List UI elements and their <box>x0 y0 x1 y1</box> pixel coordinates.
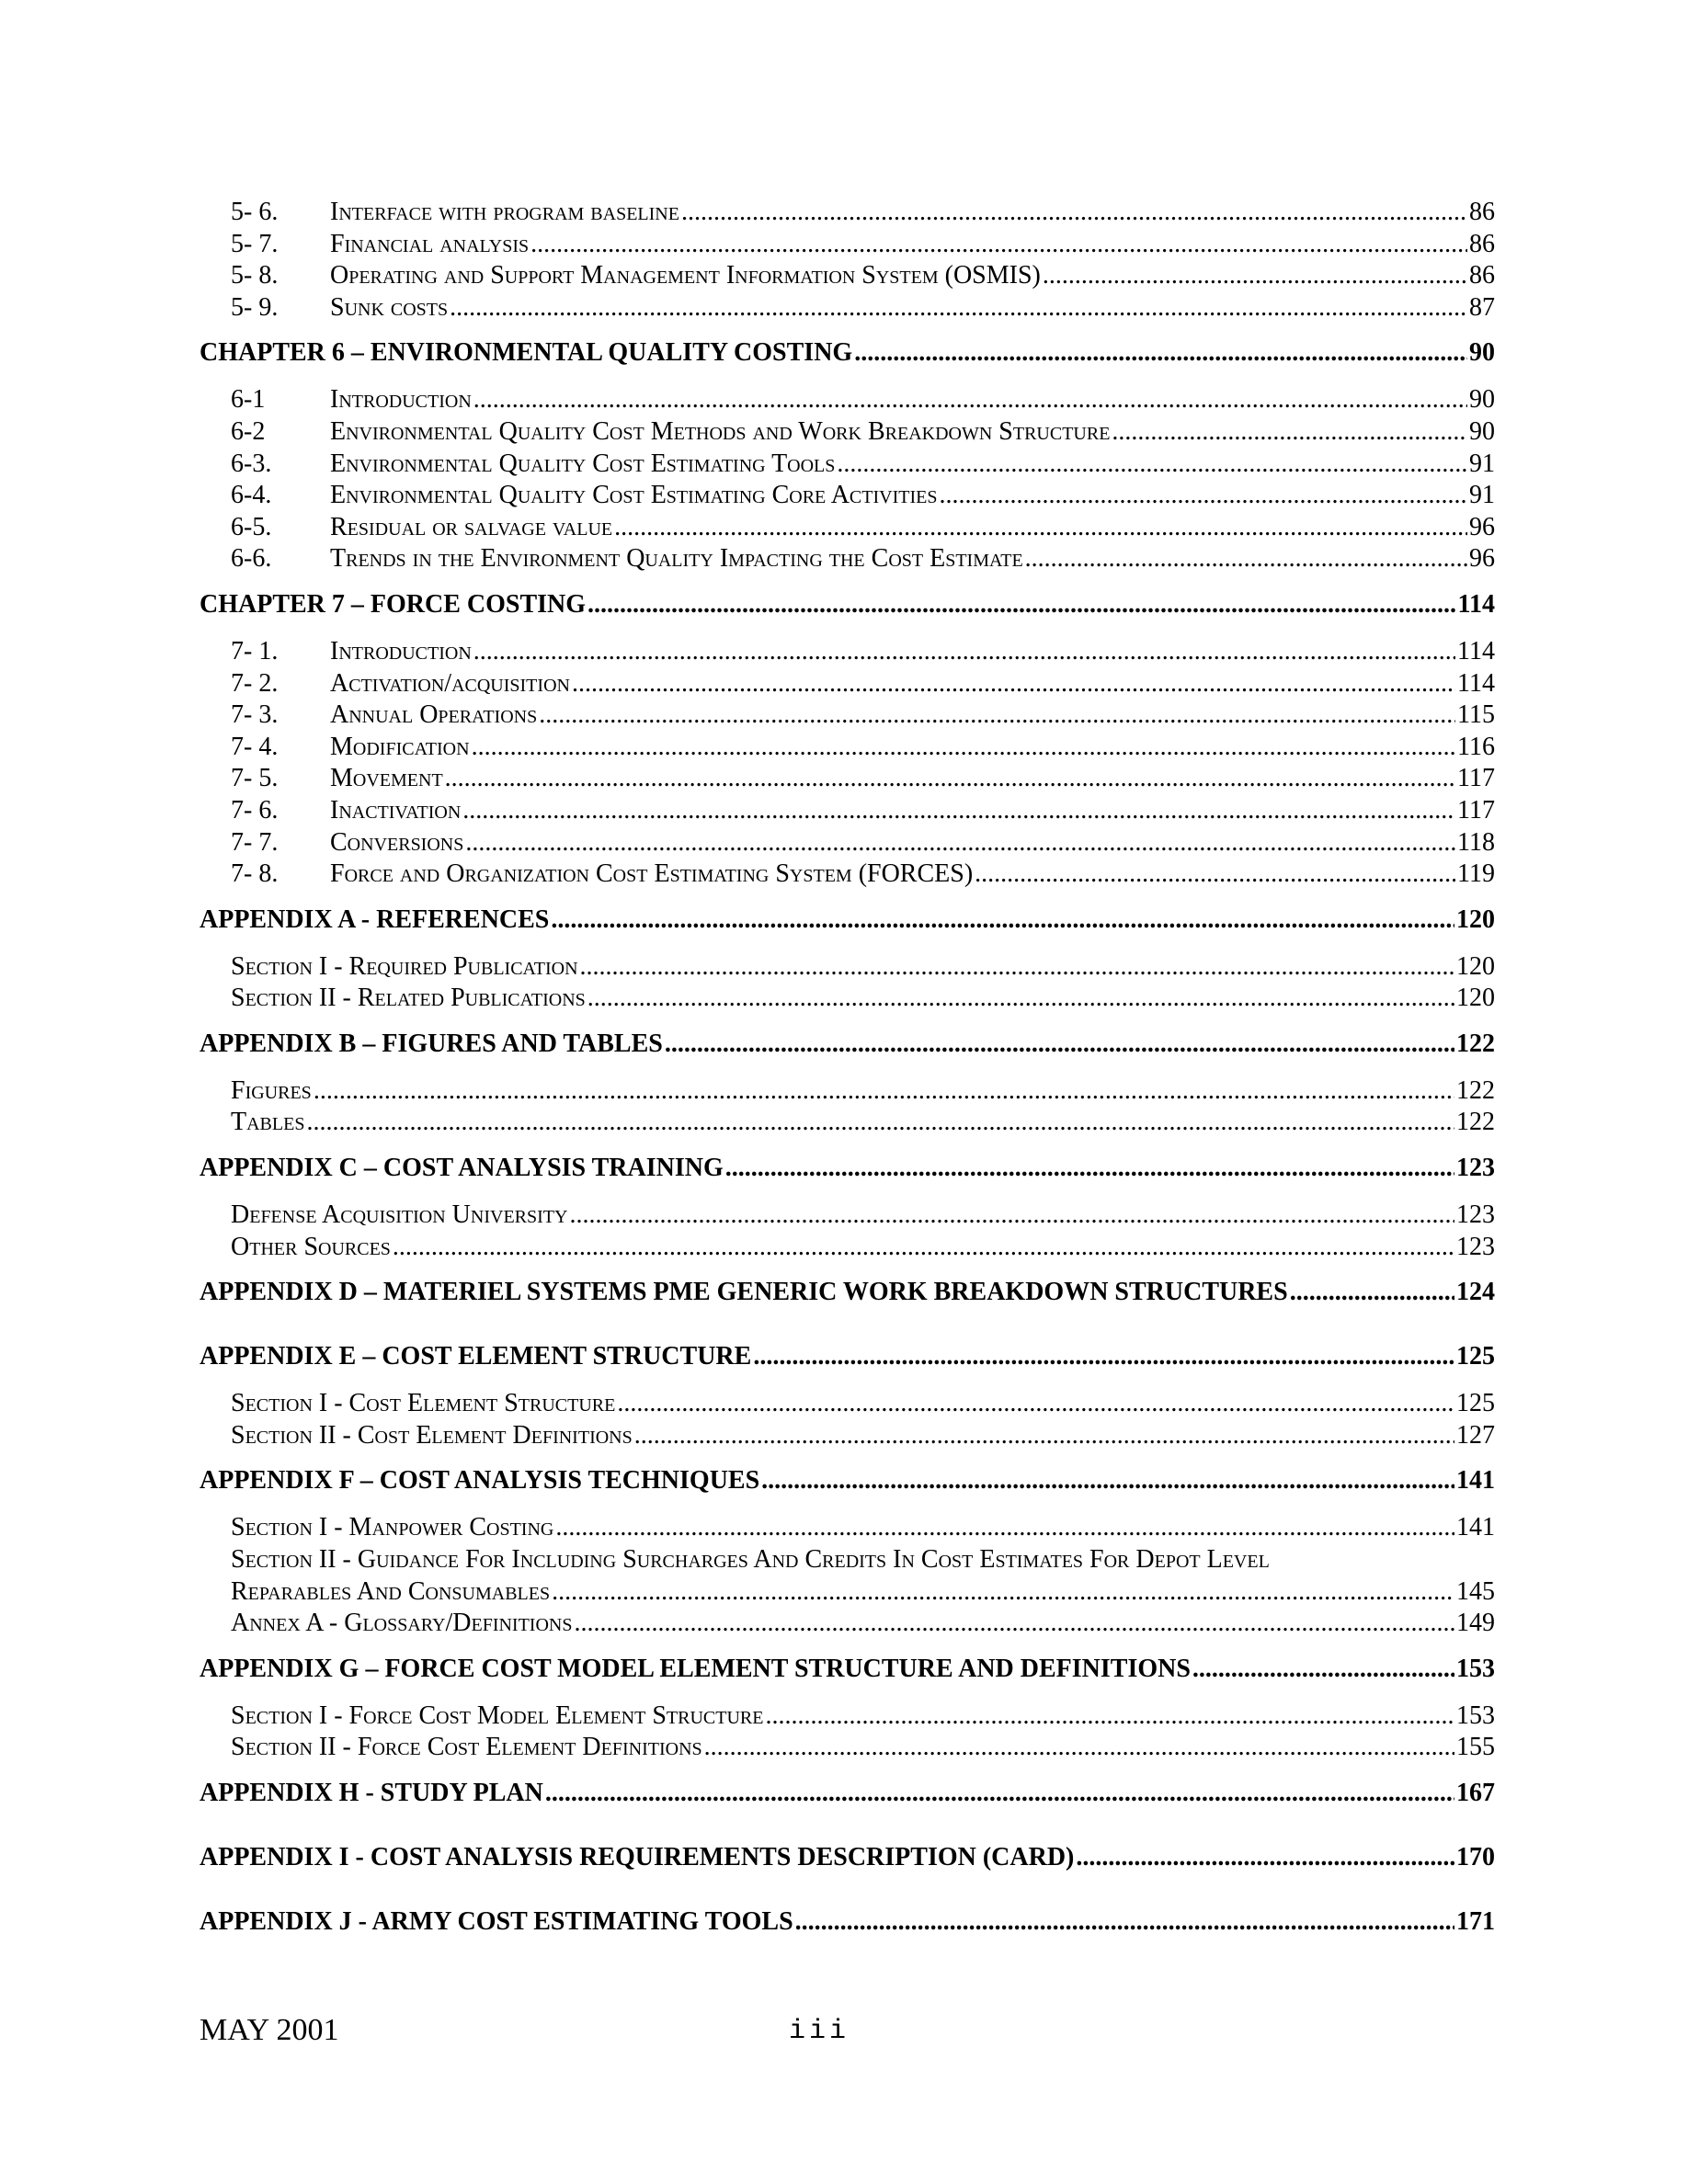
toc-entry-title: Figures <box>231 1075 312 1105</box>
dot-leader <box>572 668 1455 700</box>
toc-entry-appendix-a-section-2[interactable] <box>200 983 1495 1015</box>
toc-entry-number: 7- 4. <box>231 732 279 761</box>
toc-entry-number: 7- 1. <box>231 636 279 665</box>
toc-entry-number: 5- 7. <box>231 229 279 258</box>
footer-page-number: iii <box>789 2016 850 2047</box>
toc-appendix-page: 170 <box>1456 1843 1495 1871</box>
dot-leader <box>555 1512 1454 1544</box>
toc-entry-title: Trends in the Environment Quality Impacting the Cost Estimate <box>330 544 1023 574</box>
toc-appendix-title: APPENDIX C – COST ANALYSIS TRAINING <box>200 1154 724 1183</box>
toc-appendix-title: APPENDIX H - STUDY PLAN <box>200 1779 543 1807</box>
dot-leader <box>665 1028 1454 1061</box>
toc-entry-page: 86 <box>1469 229 1495 258</box>
toc-entry-7-2[interactable] <box>200 668 1495 700</box>
toc-appendix-title: APPENDIX D – MATERIEL SYSTEMS PME GENERIC WORK BREAKDOWN STRUCTURES <box>200 1278 1288 1307</box>
toc-appendix-title: APPENDIX B – FIGURES AND TABLES <box>200 1029 663 1058</box>
dot-leader <box>393 1232 1454 1264</box>
dot-leader <box>681 197 1467 229</box>
toc-entry-page: 115 <box>1457 700 1495 730</box>
toc-entry-page: 122 <box>1456 1108 1495 1137</box>
toc-appendix-title: APPENDIX J - ARMY COST ESTIMATING TOOLS <box>200 1907 793 1936</box>
table-of-contents <box>200 197 1495 1939</box>
toc-entry-title: Section II - Guidance For Including Surcharges And Credits In Cost Estimates For Depot Level <box>231 1545 1270 1575</box>
toc-entry-number: 7- 3. <box>231 700 279 730</box>
toc-entry-page: 149 <box>1456 1609 1495 1638</box>
toc-entry-title: Environmental Quality Cost Estimating Core Activities <box>330 481 938 510</box>
toc-entry-number: 7- 8. <box>231 859 279 889</box>
toc-entry-title: Modification <box>330 732 470 761</box>
dot-leader <box>551 904 1454 937</box>
toc-entry-page: 127 <box>1456 1420 1495 1450</box>
toc-entry-appendix-g-section-2[interactable] <box>200 1732 1495 1764</box>
footer-date: MAY 2001 <box>200 2013 339 2047</box>
toc-entry-tables[interactable] <box>200 1107 1495 1139</box>
dot-leader <box>725 1152 1454 1185</box>
toc-entry-title: Activation/acquisition <box>330 668 570 698</box>
toc-appendix-i[interactable] <box>200 1841 1495 1874</box>
toc-entry-7-6[interactable] <box>200 795 1495 827</box>
toc-entry-manpower-costing[interactable] <box>200 1512 1495 1544</box>
toc-entry-appendix-g-section-1[interactable] <box>200 1701 1495 1733</box>
toc-entry-title: Conversions <box>330 827 464 857</box>
dot-leader <box>314 1075 1454 1108</box>
dot-leader <box>462 795 1455 827</box>
toc-entry-page: 96 <box>1469 512 1495 541</box>
toc-entry-5-7[interactable] <box>200 229 1495 261</box>
toc-entry-7-4[interactable] <box>200 732 1495 764</box>
toc-appendix-b[interactable] <box>200 1028 1495 1061</box>
dot-leader <box>795 1905 1454 1939</box>
toc-entry-number: 5- 8. <box>231 261 279 290</box>
toc-entry-title: Environmental Quality Cost Methods and Work Breakdown Structure <box>330 416 1111 446</box>
toc-entry-page: 155 <box>1456 1733 1495 1762</box>
toc-entry-title: Section II - Related Publications <box>231 984 586 1013</box>
dot-leader <box>574 1608 1454 1640</box>
dot-leader <box>473 636 1455 668</box>
toc-entry-page: 87 <box>1469 292 1495 322</box>
toc-chapter-page: 90 <box>1469 338 1495 368</box>
toc-entry-page: 122 <box>1456 1075 1495 1105</box>
toc-entry-title: Residual or salvage value <box>330 512 613 541</box>
toc-entry-5-9[interactable] <box>200 292 1495 324</box>
dot-leader <box>1112 416 1467 449</box>
toc-appendix-page: 141 <box>1456 1466 1495 1496</box>
toc-appendix-h[interactable] <box>200 1777 1495 1810</box>
toc-appendix-e[interactable] <box>200 1340 1495 1373</box>
toc-appendix-title: APPENDIX A - REFERENCES <box>200 904 550 934</box>
dot-leader <box>472 732 1455 764</box>
toc-entry-page: 116 <box>1457 732 1495 761</box>
toc-appendix-title: APPENDIX E – COST ELEMENT STRUCTURE <box>200 1342 752 1371</box>
toc-entry-title: Financial analysis <box>330 229 530 258</box>
toc-entry-surcharges-line-1[interactable] <box>200 1544 1495 1576</box>
toc-entry-page: 91 <box>1469 449 1495 478</box>
toc-entry-title: Section I - Required Publication <box>231 951 578 981</box>
toc-entry-page: 86 <box>1469 198 1495 226</box>
toc-entry-number: 6-6. <box>231 544 272 574</box>
toc-appendix-g[interactable] <box>200 1653 1495 1686</box>
toc-entry-title: Sunk costs <box>330 292 449 322</box>
dot-leader <box>569 1200 1454 1232</box>
toc-entry-title: Environmental Quality Cost Estimating Tools <box>330 449 836 478</box>
dot-leader <box>530 229 1467 261</box>
toc-appendix-page: 120 <box>1456 904 1495 934</box>
toc-entry-title: Interface with program baseline <box>330 198 679 226</box>
toc-entry-appendix-e-section-2[interactable] <box>200 1420 1495 1452</box>
toc-entry-number: 5- 9. <box>231 292 279 322</box>
toc-entry-title: Force and Organization Cost Estimating System (FORCES) <box>330 859 974 889</box>
toc-entry-page: 90 <box>1469 416 1495 446</box>
toc-entry-number: 6-5. <box>231 512 272 541</box>
toc-entry-surcharges-line-2[interactable] <box>200 1576 1495 1609</box>
toc-entry-title: Section I - Cost Element Structure <box>231 1389 616 1418</box>
toc-entry-appendix-e-section-1[interactable] <box>200 1388 1495 1420</box>
toc-entry-title: Section II - Force Cost Element Definitions <box>231 1733 702 1762</box>
dot-leader <box>761 1464 1454 1497</box>
toc-entry-7-3[interactable] <box>200 700 1495 732</box>
toc-entry-glossary[interactable] <box>200 1608 1495 1640</box>
toc-entry-title: Section I - Manpower Costing <box>231 1513 554 1542</box>
toc-appendix-a[interactable] <box>200 904 1495 937</box>
toc-appendix-f[interactable] <box>200 1464 1495 1497</box>
toc-entry-6-5[interactable] <box>200 512 1495 544</box>
toc-entry-page: 119 <box>1457 859 1495 889</box>
dot-leader <box>634 1420 1454 1452</box>
dot-leader <box>473 384 1467 416</box>
dot-leader <box>587 983 1454 1015</box>
toc-entry-page: 123 <box>1456 1200 1495 1230</box>
toc-entry-page: 118 <box>1457 827 1495 857</box>
toc-entry-page: 120 <box>1456 951 1495 981</box>
dot-leader <box>587 588 1455 621</box>
toc-entry-7-5[interactable] <box>200 763 1495 795</box>
toc-entry-title: Annual Operations <box>330 700 538 730</box>
toc-entry-title: Other Sources <box>231 1232 391 1261</box>
toc-chapter-title: CHAPTER 6 – ENVIRONMENTAL QUALITY COSTING <box>200 338 853 368</box>
toc-entry-number: 6-4. <box>231 481 272 510</box>
dot-leader <box>1076 1841 1454 1874</box>
toc-entry-defense-acquisition-university[interactable] <box>200 1200 1495 1232</box>
toc-chapter-page: 114 <box>1457 589 1495 619</box>
toc-entry-number: 7- 5. <box>231 764 279 793</box>
dot-leader <box>614 512 1467 544</box>
toc-entry-title: Section II - Cost Element Definitions <box>231 1420 633 1450</box>
toc-entry-number: 5- 6. <box>231 198 279 226</box>
toc-entry-6-2[interactable] <box>200 416 1495 449</box>
toc-entry-6-4[interactable] <box>200 480 1495 512</box>
dot-leader <box>545 1777 1454 1810</box>
dot-leader <box>753 1340 1454 1373</box>
toc-entry-number: 7- 6. <box>231 795 279 825</box>
dot-leader <box>1043 260 1467 292</box>
toc-entry-appendix-a-section-1[interactable] <box>200 951 1495 984</box>
toc-appendix-j[interactable] <box>200 1905 1495 1939</box>
toc-entry-number: 7- 7. <box>231 827 279 857</box>
dot-leader <box>1025 543 1467 575</box>
toc-entry-title: Introduction <box>330 636 472 665</box>
dot-leader <box>617 1388 1454 1420</box>
toc-entry-5-6[interactable] <box>200 197 1495 229</box>
toc-entry-page: 86 <box>1469 261 1495 290</box>
toc-entry-title: Annex A - Glossary/Definitions <box>231 1609 573 1638</box>
toc-appendix-c[interactable] <box>200 1152 1495 1185</box>
toc-entry-title: Operating and Support Management Information System (OSMIS) <box>330 261 1041 290</box>
toc-entry-7-8[interactable] <box>200 859 1495 891</box>
dot-leader <box>552 1576 1454 1609</box>
toc-appendix-title: APPENDIX G – FORCE COST MODEL ELEMENT STRUCTURE AND DEFINITIONS <box>200 1654 1191 1683</box>
toc-appendix-page: 123 <box>1456 1154 1495 1183</box>
dot-leader <box>450 292 1467 324</box>
toc-entry-number: 6-1 <box>231 385 266 415</box>
dot-leader <box>854 336 1467 370</box>
dot-leader <box>765 1701 1454 1733</box>
toc-entry-page: 153 <box>1456 1701 1495 1730</box>
toc-entry-other-sources[interactable] <box>200 1232 1495 1264</box>
toc-entry-5-8[interactable] <box>200 260 1495 292</box>
toc-entry-7-1[interactable] <box>200 636 1495 668</box>
toc-entry-title: Introduction <box>330 385 472 415</box>
toc-appendix-page: 153 <box>1456 1654 1495 1683</box>
dot-leader <box>975 859 1455 891</box>
toc-entry-title: Tables <box>231 1108 305 1137</box>
toc-entry-page: 114 <box>1457 636 1495 665</box>
toc-entry-page: 91 <box>1469 481 1495 510</box>
toc-chapter-6[interactable] <box>200 336 1495 370</box>
toc-entry-page: 90 <box>1469 385 1495 415</box>
toc-entry-page: 120 <box>1456 984 1495 1013</box>
dot-leader <box>939 480 1467 512</box>
toc-entry-page: 117 <box>1457 795 1495 825</box>
toc-appendix-title: APPENDIX I - COST ANALYSIS REQUIREMENTS DESCRIPTION (CARD) <box>200 1843 1075 1871</box>
toc-entry-figures[interactable] <box>200 1075 1495 1108</box>
toc-entry-title: Reparables And Consumables <box>231 1576 551 1606</box>
toc-entry-page: 96 <box>1469 544 1495 574</box>
dot-leader <box>704 1732 1454 1764</box>
toc-entry-number: 6-3. <box>231 449 272 478</box>
toc-chapter-7[interactable] <box>200 588 1495 621</box>
toc-entry-6-1[interactable] <box>200 384 1495 416</box>
toc-appendix-page: 167 <box>1456 1779 1495 1807</box>
toc-appendix-title: APPENDIX F – COST ANALYSIS TECHNIQUES <box>200 1466 760 1496</box>
toc-entry-page: 114 <box>1457 668 1495 698</box>
dot-leader <box>580 951 1454 984</box>
toc-entry-page: 117 <box>1457 764 1495 793</box>
dot-leader <box>465 827 1455 859</box>
toc-entry-6-6[interactable] <box>200 543 1495 575</box>
dot-leader <box>1192 1653 1454 1686</box>
toc-entry-7-7[interactable] <box>200 827 1495 859</box>
toc-entry-page: 125 <box>1456 1389 1495 1418</box>
dot-leader <box>539 700 1455 732</box>
toc-appendix-page: 125 <box>1456 1342 1495 1371</box>
toc-entry-6-3[interactable] <box>200 449 1495 481</box>
toc-entry-page: 141 <box>1456 1513 1495 1542</box>
dot-leader <box>1290 1276 1454 1309</box>
toc-appendix-page: 122 <box>1456 1029 1495 1058</box>
dot-leader <box>306 1107 1454 1139</box>
toc-entry-title: Movement <box>330 764 443 793</box>
toc-entry-title: Inactivation <box>330 795 462 825</box>
toc-entry-page: 123 <box>1456 1232 1495 1261</box>
toc-entry-number: 6-2 <box>231 416 266 446</box>
toc-entry-number: 7- 2. <box>231 668 279 698</box>
toc-entry-page: 145 <box>1456 1576 1495 1606</box>
toc-appendix-d[interactable] <box>200 1276 1495 1309</box>
dot-leader <box>445 763 1455 795</box>
toc-appendix-page: 171 <box>1456 1907 1495 1936</box>
toc-appendix-page: 124 <box>1456 1278 1495 1307</box>
toc-entry-title: Section I - Force Cost Model Element Structure <box>231 1701 764 1730</box>
toc-chapter-title: CHAPTER 7 – FORCE COSTING <box>200 589 587 619</box>
toc-entry-title: Defense Acquisition University <box>231 1200 568 1230</box>
dot-leader <box>837 449 1467 481</box>
